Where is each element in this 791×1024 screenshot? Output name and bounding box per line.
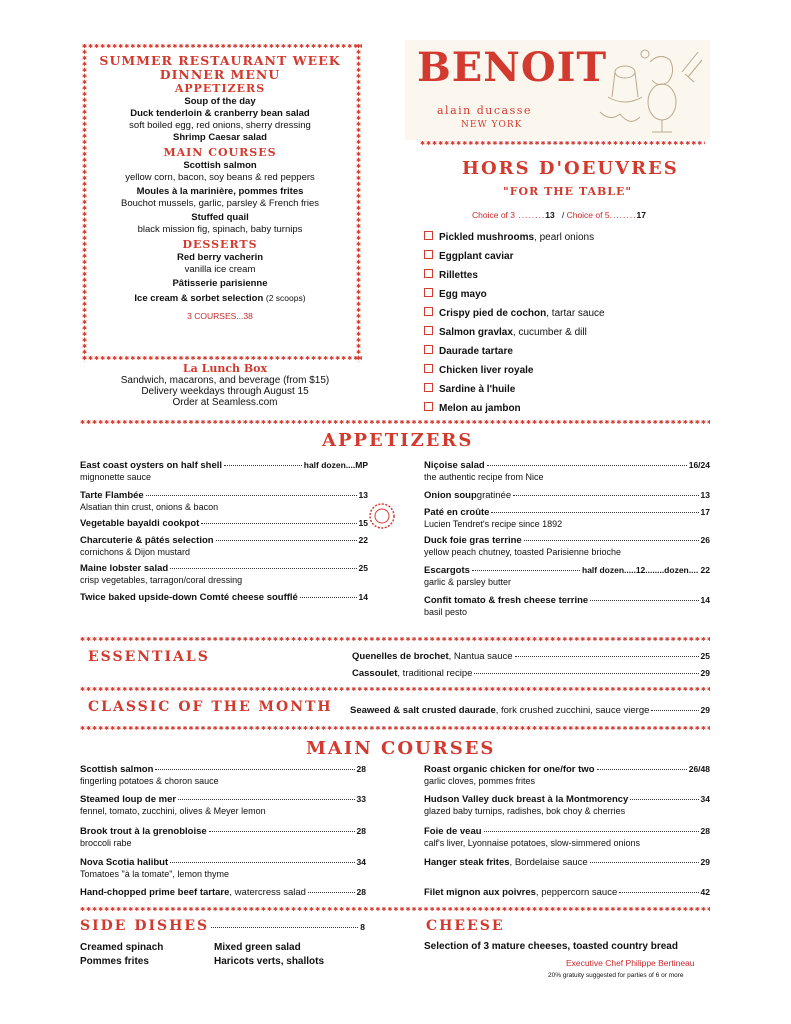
summer-main-3: Stuffed quail bbox=[191, 212, 249, 223]
summer-courses-price: 3 COURSES...38 bbox=[187, 311, 253, 321]
essentials-item bbox=[352, 667, 710, 680]
logo-city: NEW YORK bbox=[461, 120, 523, 130]
summer-subtitle: DINNER MENU bbox=[159, 67, 281, 82]
menu-item bbox=[424, 489, 710, 502]
summer-dessert-3: Ice cream & sorbet selection bbox=[134, 293, 264, 304]
hors-item-desc: , pearl onions bbox=[534, 232, 595, 243]
menu-item bbox=[424, 534, 710, 558]
divider-essentials bbox=[80, 637, 710, 643]
menu-item-name: Nova Scotia halibut bbox=[80, 857, 169, 868]
menu-item-price: 26/48 bbox=[688, 764, 710, 774]
logo-block bbox=[405, 40, 710, 140]
side-item-2: Mixed green salad bbox=[214, 942, 301, 953]
menu-item bbox=[80, 763, 366, 787]
checkbox-icon bbox=[424, 345, 433, 354]
menu-item bbox=[80, 825, 366, 849]
menu-item-sub: fingerling potatoes & choron sauce bbox=[80, 776, 219, 786]
divider-logo bbox=[420, 141, 705, 147]
menu-item-name: Vegetable bayaldi cookpot bbox=[80, 518, 200, 529]
side-item-3: Pommes frites bbox=[80, 956, 149, 967]
menu-item-name: Filet mignon aux poivres bbox=[424, 887, 536, 898]
checkbox-icon bbox=[424, 269, 433, 278]
summer-dessert-2: Pâtisserie parisienne bbox=[172, 278, 268, 289]
divider-classic bbox=[80, 687, 710, 693]
menu-item-price: 13 bbox=[700, 490, 710, 500]
checkbox-icon bbox=[424, 326, 433, 335]
hors-item-desc: , cucumber & dill bbox=[512, 327, 587, 338]
menu-item bbox=[80, 517, 368, 530]
menu-item-name: Tarte Flambée bbox=[80, 490, 144, 501]
divider-appetizers bbox=[80, 420, 710, 426]
menu-item-name: Hanger steak frites bbox=[424, 857, 510, 868]
essentials-item-name: Quenelles de brochet bbox=[352, 651, 449, 662]
essentials-item-price: 29 bbox=[700, 668, 710, 678]
hors-item bbox=[424, 228, 605, 247]
menu-item-price: 13 bbox=[358, 490, 368, 500]
checkbox-icon bbox=[424, 250, 433, 259]
hors-item-name: Melon au jambon bbox=[439, 403, 521, 414]
summer-appetizers-heading: APPETIZERS bbox=[174, 82, 266, 95]
menu-item-sub: basil pesto bbox=[424, 607, 468, 617]
checkbox-icon bbox=[424, 307, 433, 316]
summer-title: SUMMER RESTAURANT WEEK bbox=[99, 53, 341, 68]
classic-name: Seaweed & salt crusted daurade bbox=[350, 705, 496, 716]
menu-item-name: Steamed loup de mer bbox=[80, 794, 177, 805]
summer-box-border-right bbox=[356, 44, 362, 362]
summer-app-3: Shrimp Caesar salad bbox=[173, 132, 267, 143]
checkbox-icon bbox=[424, 231, 433, 240]
sides-title: SIDE DISHES bbox=[80, 918, 210, 934]
menu-item-price: 14 bbox=[358, 592, 368, 602]
menu-item bbox=[424, 594, 710, 618]
menu-item-sub: crisp vegetables, tarragon/coral dressing bbox=[80, 575, 243, 585]
hors-item bbox=[424, 361, 605, 380]
hors-item bbox=[424, 304, 605, 323]
divider-mains bbox=[80, 726, 710, 732]
menu-item-price: 16/24 bbox=[688, 460, 710, 470]
menu-item bbox=[424, 886, 710, 899]
menu-item-price: half dozen.....12........dozen.... 22 bbox=[582, 565, 710, 575]
hors-item bbox=[424, 342, 605, 361]
menu-item-price: 42 bbox=[700, 887, 710, 897]
menu-item-name: Duck foie gras terrine bbox=[424, 535, 522, 546]
hors-item-name: Daurade tartare bbox=[439, 346, 513, 357]
menu-item-price: 28 bbox=[356, 887, 366, 897]
classic-price: 29 bbox=[700, 705, 710, 715]
menu-item-name: Niçoise salad bbox=[424, 460, 485, 471]
menu-item bbox=[80, 591, 368, 604]
hors-item-name: Sardine à l'huile bbox=[439, 384, 516, 395]
menu-item-name: Hudson Valley duck breast à la Montmorency bbox=[424, 794, 629, 805]
menu-item-sub: Alsatian thin crust, onions & bacon bbox=[80, 502, 219, 512]
summer-app-1: Soup of the day bbox=[184, 96, 256, 107]
mains-title: MAIN COURSES bbox=[306, 738, 496, 759]
menu-item-name: Paté en croûte bbox=[424, 507, 490, 518]
appetizers-title: APPETIZERS bbox=[322, 430, 474, 451]
menu-item-name: East coast oysters on half shell bbox=[80, 460, 223, 471]
summer-app-2-desc: soft boiled egg, red onions, sherry dressing bbox=[129, 120, 311, 131]
lunch-line-3: Order at Seamless.com bbox=[172, 397, 278, 408]
menu-item-name: Maine lobster salad bbox=[80, 563, 169, 574]
essentials-item-desc: , Nantua sauce bbox=[448, 651, 513, 662]
menu-item-sub: Tomatoes "à la tomate", lemon thyme bbox=[80, 869, 229, 879]
classic-desc: , fork crushed zucchini, sauce vierge bbox=[495, 705, 650, 716]
logo-subtitle: alain ducasse bbox=[437, 104, 532, 117]
classic-item bbox=[350, 704, 710, 717]
menu-item bbox=[424, 564, 710, 588]
hors-item-name: Rillettes bbox=[439, 270, 478, 281]
hors-subtitle: "FOR THE TABLE" bbox=[503, 185, 633, 198]
summer-app-2: Duck tenderloin & cranberry bean salad bbox=[130, 108, 310, 119]
sides-header bbox=[80, 920, 365, 933]
hors-item-name: Crispy pied de cochon bbox=[439, 308, 547, 319]
menu-item-name: Charcuterie & pâtés selection bbox=[80, 535, 214, 546]
menu-item-desc: , Bordelaise sauce bbox=[509, 857, 588, 868]
menu-item bbox=[424, 825, 710, 849]
essentials-item-price: 25 bbox=[700, 651, 710, 661]
menu-item-price: 22 bbox=[358, 535, 368, 545]
essentials-title: ESSENTIALS bbox=[88, 649, 210, 665]
summer-main-1-desc: yellow corn, bacon, soy beans & red peppers bbox=[125, 172, 315, 183]
essentials-item-name: Cassoulet bbox=[352, 668, 398, 679]
summer-main-1: Scottish salmon bbox=[183, 160, 257, 171]
hors-price-5: 17 bbox=[636, 210, 646, 220]
menu-item-sub: cornichons & Dijon mustard bbox=[80, 547, 191, 557]
hors-title: HORS D'OEUVRES bbox=[462, 158, 679, 179]
menu-item-name: Escargots bbox=[424, 565, 470, 576]
menu-item-price: 33 bbox=[356, 794, 366, 804]
hors-item-desc: , tartar sauce bbox=[546, 308, 605, 319]
cheese-desc: Selection of 3 mature cheeses, toasted country bread bbox=[424, 941, 678, 952]
menu-item-sub: mignonette sauce bbox=[80, 472, 152, 482]
menu-item bbox=[424, 856, 710, 869]
summer-box-border-left bbox=[82, 44, 88, 362]
benoit-stamp-icon bbox=[368, 502, 396, 530]
menu-item bbox=[424, 793, 710, 817]
hors-pricing: Choice of 3 ........13 / Choice of 5........17 bbox=[472, 210, 646, 220]
summer-dessert-3-line bbox=[90, 292, 350, 305]
menu-item-sub: fennel, tomato, zucchini, olives & Meyer lemon bbox=[80, 806, 266, 816]
menu-item bbox=[80, 459, 368, 483]
hors-item bbox=[424, 323, 605, 342]
menu-item-price: 28 bbox=[356, 826, 366, 836]
sides-price: 8 bbox=[360, 922, 365, 932]
lunch-line-1: Sandwich, macarons, and beverage (from $15) bbox=[120, 375, 330, 386]
summer-dessert-3-note: (2 scoops) bbox=[265, 293, 306, 303]
gratuity-note: 20% gratuity suggested for parties of 6 or more bbox=[548, 972, 684, 979]
menu-item bbox=[424, 506, 710, 530]
hors-item bbox=[424, 399, 605, 418]
menu-item-price: 34 bbox=[356, 857, 366, 867]
lunch-title: La Lunch Box bbox=[182, 362, 268, 375]
hors-item bbox=[424, 247, 605, 266]
hors-item-name: Eggplant caviar bbox=[439, 251, 514, 262]
hors-choice-3: Choice of 3 bbox=[472, 210, 515, 220]
menu-item-price: 14 bbox=[700, 595, 710, 605]
menu-item-name: Foie de veau bbox=[424, 826, 482, 837]
checkbox-icon bbox=[424, 402, 433, 411]
menu-item-price: 28 bbox=[700, 826, 710, 836]
hors-item bbox=[424, 285, 605, 304]
summer-dessert-1: Red berry vacherin bbox=[176, 252, 264, 263]
menu-item-desc: gratinée bbox=[476, 490, 512, 501]
hors-item-name: Salmon gravlax bbox=[439, 327, 513, 338]
divider-sides bbox=[80, 907, 710, 913]
menu-item-name: Roast organic chicken for one/for two bbox=[424, 764, 595, 775]
essentials-item bbox=[352, 650, 710, 663]
essentials-item-desc: , traditional recipe bbox=[397, 668, 473, 679]
menu-item-desc: , watercress salad bbox=[229, 887, 306, 898]
classic-title: CLASSIC OF THE MONTH bbox=[88, 699, 333, 715]
summer-main-3-desc: black mission fig, spinach, baby turnips bbox=[137, 224, 303, 235]
menu-item-sub: garlic cloves, pommes frites bbox=[424, 776, 536, 786]
summer-mains-heading: MAIN COURSES bbox=[163, 146, 277, 159]
summer-dessert-1-desc: vanilla ice cream bbox=[184, 264, 256, 275]
menu-item-price: 26 bbox=[700, 535, 710, 545]
side-item-4: Haricots verts, shallots bbox=[214, 956, 325, 967]
summer-desserts-heading: DESSERTS bbox=[182, 238, 258, 251]
summer-main-2-desc: Bouchot mussels, garlic, parsley & French fries bbox=[121, 198, 319, 209]
side-item-1: Creamed spinach bbox=[80, 942, 164, 953]
menu-item-name: Hand-chopped prime beef tartare bbox=[80, 887, 230, 898]
hors-price-3: 13 bbox=[545, 210, 555, 220]
menu-item-price: half dozen....MP bbox=[303, 460, 368, 470]
menu-item-name: Onion soup bbox=[424, 490, 477, 501]
menu-item-name: Twice baked upside-down Comté cheese soufflé bbox=[80, 592, 298, 603]
menu-item-sub: garlic & parsley butter bbox=[424, 577, 512, 587]
menu-item bbox=[80, 886, 366, 899]
sketch-illustration-icon bbox=[590, 42, 705, 137]
lunch-box bbox=[80, 362, 370, 408]
menu-item-sub: Lucien Tendret's recipe since 1892 bbox=[424, 519, 563, 529]
menu-item-sub: yellow peach chutney, toasted Parisienne brioche bbox=[424, 547, 621, 557]
menu-item-sub: the authentic recipe from Nice bbox=[424, 472, 544, 482]
hors-item-name: Egg mayo bbox=[439, 289, 487, 300]
hors-item bbox=[424, 380, 605, 399]
menu-item-name: Scottish salmon bbox=[80, 764, 154, 775]
hors-item-name: Chicken liver royale bbox=[439, 365, 534, 376]
summer-menu bbox=[90, 54, 350, 322]
checkbox-icon bbox=[424, 383, 433, 392]
menu-item-name: Confit tomato & fresh cheese terrine bbox=[424, 595, 589, 606]
menu-item-price: 25 bbox=[358, 563, 368, 573]
menu-item bbox=[80, 793, 366, 817]
cheese-title: CHEESE bbox=[426, 918, 505, 934]
menu-item bbox=[80, 562, 368, 586]
menu-item-sub: broccoli rabe bbox=[80, 838, 132, 848]
menu-item bbox=[424, 459, 710, 483]
menu-item-price: 15 bbox=[358, 518, 368, 528]
menu-item-price: 17 bbox=[700, 507, 710, 517]
logo-name: BENOIT bbox=[417, 44, 608, 91]
menu-item bbox=[80, 534, 368, 558]
menu-item-price: 34 bbox=[700, 794, 710, 804]
menu-item-name: Brook trout à la grenobloise bbox=[80, 826, 207, 837]
hors-item bbox=[424, 266, 605, 285]
menu-item-sub: glazed baby turnips, radishes, bok choy & cherries bbox=[424, 806, 626, 816]
checkbox-icon bbox=[424, 364, 433, 373]
lunch-line-2: Delivery weekdays through August 15 bbox=[141, 386, 309, 397]
checkbox-icon bbox=[424, 288, 433, 297]
hors-choice-5: Choice of 5 bbox=[566, 210, 610, 220]
summer-main-2: Moules à la marinière, pommes frites bbox=[136, 186, 304, 197]
menu-item-price: 29 bbox=[700, 857, 710, 867]
menu-item bbox=[80, 856, 366, 880]
menu-item-sub: calf's liver, Lyonnaise potatoes, slow-simmered onions bbox=[424, 838, 640, 848]
hors-item-name: Pickled mushrooms bbox=[439, 232, 535, 243]
menu-item-price: 28 bbox=[356, 764, 366, 774]
menu-item bbox=[424, 763, 710, 787]
summer-box-border-top bbox=[82, 44, 362, 50]
chef-credit: Executive Chef Philippe Bertineau bbox=[566, 958, 695, 968]
hors-list bbox=[424, 228, 605, 418]
menu-item-desc: , peppercorn sauce bbox=[535, 887, 618, 898]
menu-item bbox=[80, 489, 368, 513]
hors-separator: / bbox=[561, 210, 565, 220]
